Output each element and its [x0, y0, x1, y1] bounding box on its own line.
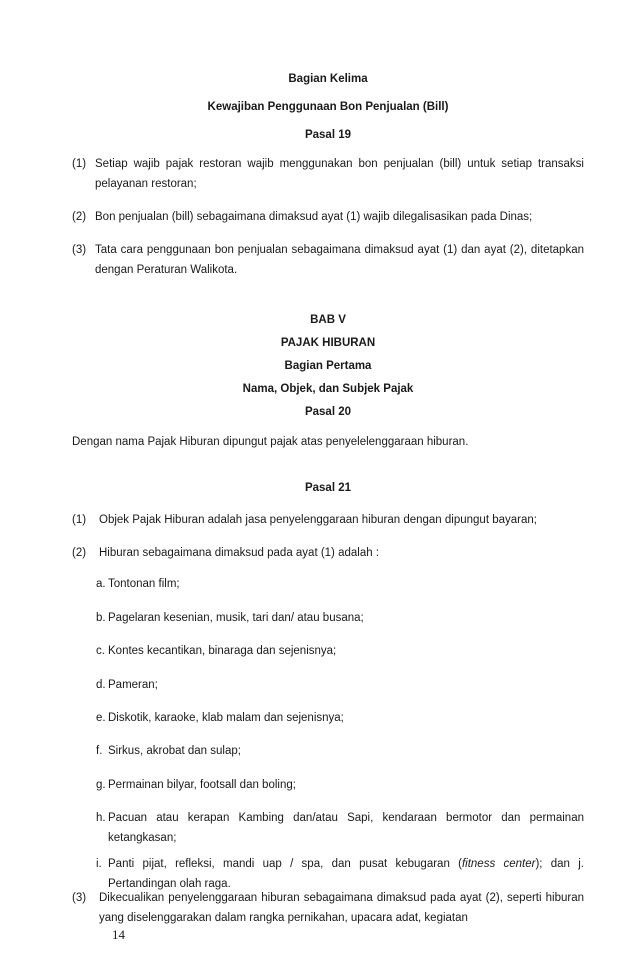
item-number: (2) — [72, 211, 87, 223]
list-item — [96, 574, 584, 594]
item-text-part: ); dan j. Pertandingan olah raga. — [108, 858, 584, 890]
chapter-heading: BAB V — [310, 314, 346, 326]
list-item — [72, 154, 584, 194]
page-number: 14 — [112, 927, 125, 942]
list-item — [72, 510, 584, 530]
list-item — [96, 741, 584, 761]
chapter-title: PAJAK HIBURAN — [280, 337, 376, 349]
list-item — [96, 675, 584, 695]
list-item — [72, 543, 584, 563]
pasal-heading: Pasal 19 — [304, 129, 352, 141]
item-letter: c. — [96, 645, 105, 657]
list-item — [72, 888, 584, 928]
item-text: Pacuan atau kerapan Kambing dan/atau Sapi, kendaraan bermotor dan permainan ketangkasan; — [108, 812, 584, 844]
list-item — [96, 641, 584, 661]
section-title: Nama, Objek, dan Subjek Pajak — [242, 383, 414, 395]
item-text: Setiap wajib pajak restoran wajib menggunakan bon penjualan (bill) untuk setiap transaksi pelayanan restoran; — [95, 158, 584, 190]
item-letter: f. — [96, 745, 103, 757]
item-number: (1) — [72, 514, 87, 526]
item-text: Sirkus, akrobat dan sulap; — [108, 745, 241, 757]
item-text-italic: fitness center — [461, 858, 536, 870]
item-text-part: Panti pijat, refleksi, mandi uap / spa, dan pusat kebugaran ( — [108, 858, 462, 870]
item-letter: e. — [96, 712, 106, 724]
item-text: Hiburan sebagaimana dimaksud pada ayat (1) adalah : — [99, 547, 380, 559]
item-text: Pagelaran kesenian, musik, tari dan/ atau busana; — [108, 612, 364, 624]
list-item — [96, 608, 584, 628]
item-text: Objek Pajak Hiburan adalah jasa penyelenggaraan hiburan dengan dipungut bayaran; — [99, 514, 537, 526]
item-text: Bon penjualan (bill) sebagaimana dimaksud ayat (1) wajib dilegalisasikan pada Dinas; — [95, 211, 533, 223]
item-number: (3) — [72, 892, 87, 904]
item-text: Kontes kecantikan, binaraga dan sejenisnya; — [108, 645, 337, 657]
list-item — [96, 775, 584, 795]
list-item — [72, 240, 584, 280]
item-number: (1) — [72, 158, 87, 170]
item-letter: b. — [96, 612, 106, 624]
item-text: Tata cara penggunaan bon penjualan sebagaimana dimaksud ayat (1) dan ayat (2), ditetapkan dengan Peraturan Walikota. — [95, 244, 584, 276]
item-text: Dikecualikan penyelenggaraan hiburan sebagaimana dimaksud pada ayat (2), seperti hiburan yang diselenggarakan dalam rangka pernikahan, upacara adat, kegiatan — [99, 892, 584, 924]
paragraph: Dengan nama Pajak Hiburan dipungut pajak atas penyelelenggaraan hiburan. — [72, 436, 469, 448]
item-number: (3) — [72, 244, 87, 256]
item-letter: g. — [96, 779, 106, 791]
pasal-heading: Pasal 20 — [304, 406, 352, 418]
item-letter: d. — [96, 679, 106, 691]
list-item — [72, 207, 584, 227]
list-item — [96, 708, 584, 728]
pasal-heading: Pasal 21 — [304, 482, 352, 494]
item-letter: a. — [96, 578, 106, 590]
item-text: Pameran; — [108, 679, 158, 691]
item-letter: i. — [96, 858, 102, 870]
list-item — [96, 808, 584, 848]
item-letter: h. — [96, 812, 106, 824]
item-text: Diskotik, karaoke, klab malam dan sejenisnya; — [108, 712, 344, 724]
item-text: Tontonan film; — [108, 578, 180, 590]
item-text: Permainan bilyar, footsall dan boling; — [108, 779, 296, 791]
item-number: (2) — [72, 547, 87, 559]
section-heading: Bagian Pertama — [284, 360, 372, 372]
section-heading: Bagian Kelima — [288, 73, 368, 85]
section-title: Kewajiban Penggunaan Bon Penjualan (Bill) — [207, 101, 449, 113]
